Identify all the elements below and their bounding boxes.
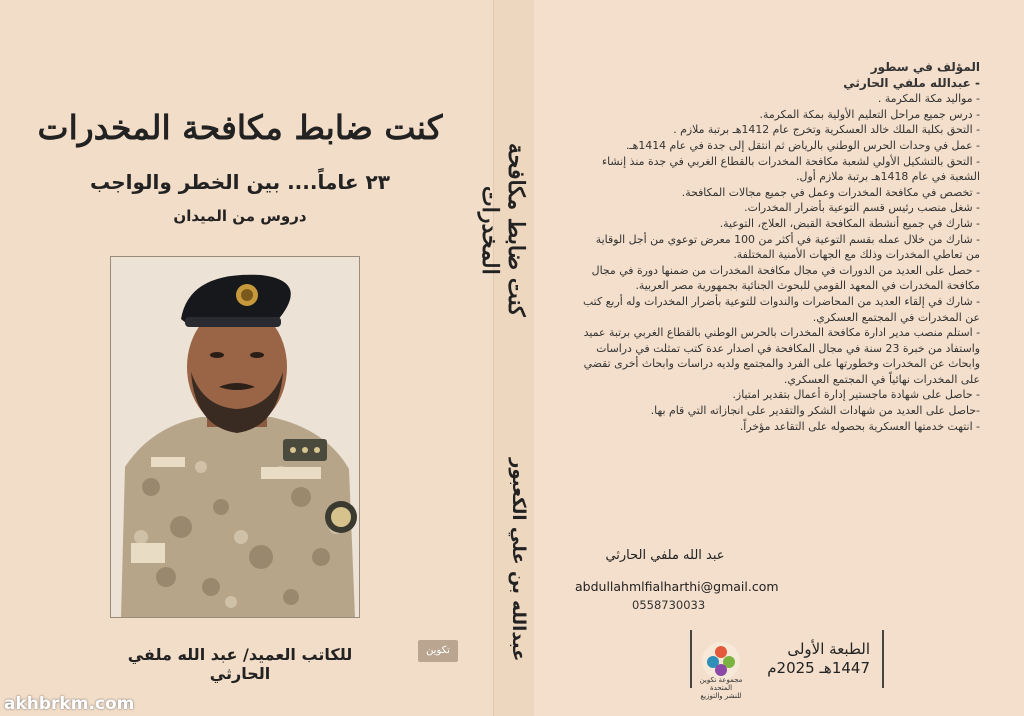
bio-name: - عبدالله ملفي الحارثي xyxy=(843,75,980,90)
bio-line: - تخصص في مكافحة المخدرات وعمل في جميع مجالات المكافحة. xyxy=(681,185,980,199)
author-bio xyxy=(582,60,980,434)
bio-line: - التحق بالتشكيل الأولي لشعبة مكافحة المخدرات بالقطاع الغربي في جدة منذ إنشاء الشعبة في عام 1418هـ برتبة ملازم أول. xyxy=(601,154,980,184)
bio-line: - شارك من خلال عمله بقسم التوعية في أكثر من 100 معرض توعوي من أجل الوقاية من تعاطي المخدرات وذلك مع الجهات الأمنية المختلفة. xyxy=(595,232,980,262)
book-title: كنت ضابط مكافحة المخدرات xyxy=(37,108,443,147)
bio-line: - استلم منصب مدير ادارة مكافحة المخدرات بالحرس الوطني بالقطاع الغربي برتبة عميد واستفاد من خبرة 23 سنة في مجال المكافحة في اصدار عدة كتب تمثلت في دراسات وابحاث عن المخدرات وخطورتها على الفرد والمجتمع ولديه دراسات وابحاث أخرى تقضي على المخدرات نهائياً في المجتمع العسكري. xyxy=(583,326,980,386)
bio-line: - شارك في جميع أنشطة المكافحة القبض، العلاج، التوعية. xyxy=(719,216,980,230)
book-tagline: دروس من الميدان xyxy=(173,207,307,225)
book-subtitle: ٢٣ عاماً.... بين الخطر والواجب xyxy=(90,170,390,194)
spine-title: كنت ضابط مكافحة المخدرات xyxy=(477,143,529,317)
edition-info xyxy=(760,640,870,678)
publisher-name xyxy=(690,676,752,700)
signature-name: عبد الله ملفي الحارثي xyxy=(605,548,725,563)
bio-line: - مواليد مكة المكرمة . xyxy=(877,92,980,106)
front-cover xyxy=(0,0,493,716)
bio-line: - درس جميع مراحل التعليم الأولية بمكة المكرمة. xyxy=(759,107,980,121)
bio-line: - شغل منصب رئيس قسم التوعية بأضرار المخدرات. xyxy=(744,201,980,215)
bio-line: - التحق بكلية الملك خالد العسكرية وتخرج عام 1412هـ برتبة ملازم . xyxy=(673,123,980,137)
spine-author: عبدالله بن علي الكعبور xyxy=(508,458,529,662)
bio-line: -حاصل على العديد من شهادات الشكر والتقدير على انجازاته التي قام بها. xyxy=(650,404,980,418)
publisher-name-text: مجموعة تكوين المتحدة xyxy=(699,676,743,692)
author-photo xyxy=(110,256,360,618)
bio-heading: المؤلف في سطور xyxy=(870,60,980,74)
edition-year: 1447هـ 2025م xyxy=(767,659,870,677)
bio-line: - حاصل على شهادة ماجستير إدارة أعمال بتقدير امتياز. xyxy=(732,388,980,402)
bio-line: - شارك في إلقاء العديد من المحاضرات والندوات للتوعية بأضرار المخدرات وله أربع كتب عن المخدرات في المجتمع العسكري. xyxy=(582,294,980,324)
author-email: abdullahmlfialharthi@gmail.com xyxy=(575,579,779,594)
bio-line: - انتهت خدمتها العسكرية بحصوله على التقاعد مؤخراً. xyxy=(739,419,980,433)
bio-line: - حصل على العديد من الدورات في مجال مكافحة المخدرات من ضمنها دورة في مجال مكافحة المخدرات في المعهد القومي للبحوث الجنائية بجمهورية مصر العربية. xyxy=(591,263,980,293)
publisher-tagline: للنشر والتوزيع xyxy=(700,692,742,700)
author-phone: 0558730033 xyxy=(632,598,706,612)
bio-line: - عمل في وحدات الحرس الوطني بالرياض ثم انتقل إلى جدة في عام 1414هـ. xyxy=(625,138,980,152)
edition-label: الطبعة الأولى xyxy=(787,640,870,658)
site-watermark: akhbrkm.com xyxy=(4,694,135,714)
front-author-name: للكاتب العميد/ عبد الله ملفي الحارثي xyxy=(127,645,353,683)
publisher-logo-small: تكوين xyxy=(418,640,458,662)
